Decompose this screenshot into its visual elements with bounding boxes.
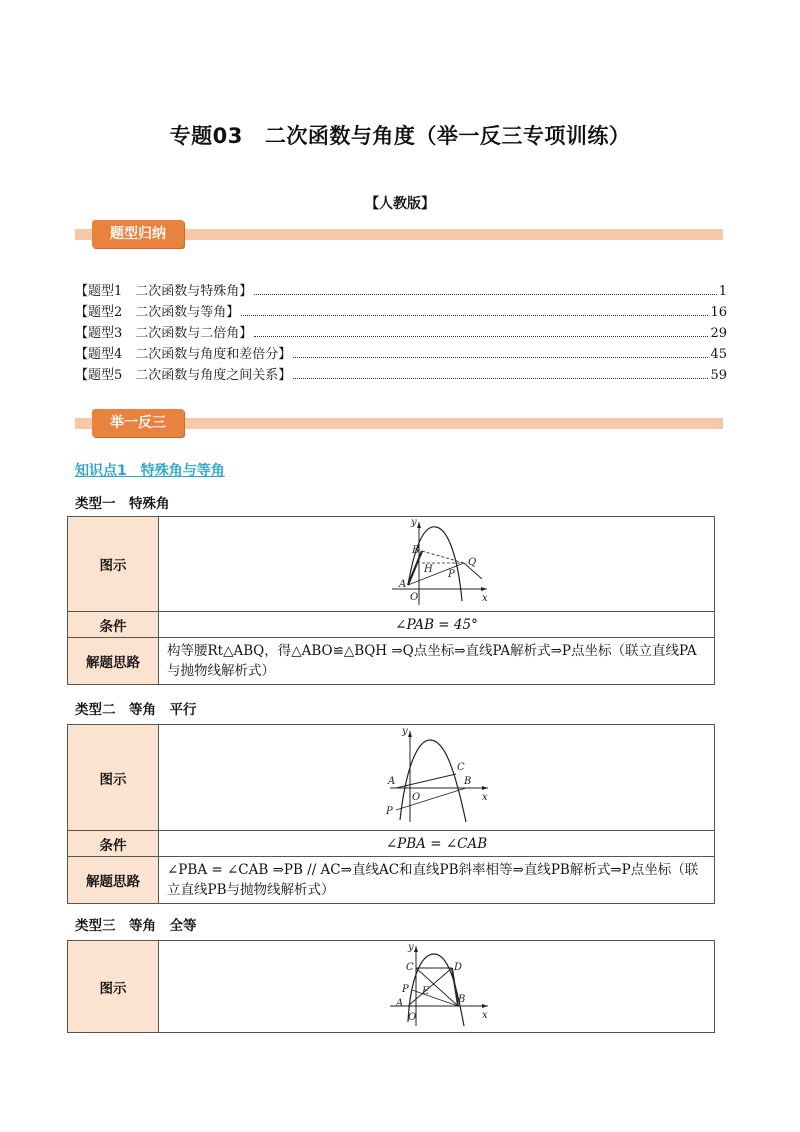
condition-value: ∠PBA = ∠CAB: [159, 831, 715, 857]
title-main: 二次函数与角度（举一反三专项训练）: [264, 124, 631, 148]
point-label-a: A: [398, 579, 406, 590]
figure-cell: [159, 725, 715, 831]
toc-label: 【题型5 二次函数与角度之间关系】: [75, 368, 292, 383]
axis-label-x: x: [481, 593, 488, 604]
section-tag-toc: 题型归纳: [92, 220, 184, 248]
point-label-h: H: [423, 564, 433, 575]
figure-label: 图示: [68, 517, 159, 612]
axis-label-y: y: [401, 725, 408, 737]
method-label: 解题思路: [68, 857, 159, 904]
point-label-b: B: [411, 545, 419, 556]
method-text: ∠PBA = ∠CAB ⇒PB // AC⇒直线AC和直线PB斜率相等⇒直线PB解析式⇒P点坐标（联立直线PB与抛物线解析式）: [159, 857, 715, 904]
point-label-o: O: [407, 1011, 416, 1023]
toc-label: 【题型2 二次函数与等角】: [75, 305, 240, 320]
point-label-o: O: [411, 791, 420, 803]
point-label-b: B: [457, 993, 465, 1005]
point-label-p: P: [385, 805, 393, 817]
point-label-c: C: [456, 761, 465, 773]
toc-leader: [293, 357, 708, 358]
axis-label-y: y: [410, 517, 417, 528]
axis-label-y: y: [407, 941, 414, 953]
toc-page: 16: [710, 305, 727, 320]
toc-label: 【题型4 二次函数与角度和差倍分】: [75, 347, 292, 362]
point-label-o: O: [409, 592, 418, 603]
toc-leader: [241, 315, 708, 316]
type-table-3: [67, 940, 715, 1033]
toc-page: 29: [710, 326, 727, 341]
point-label-d: D: [453, 961, 462, 973]
knowledge-point-heading[interactable]: 知识点1 特殊角与等角: [75, 463, 225, 479]
type-table-2: [67, 724, 715, 904]
diagram-parallel-angle: [382, 726, 492, 826]
page-title: [0, 120, 800, 150]
edition-label: 【人教版】: [365, 196, 435, 212]
toc-leader: [254, 336, 708, 337]
diagram-congruent-angle: [382, 942, 492, 1028]
axis-label-x: x: [481, 791, 488, 803]
toc-entry-4[interactable]: [75, 343, 727, 364]
toc-leader: [254, 294, 716, 295]
section-tag-main: 举一反三: [92, 409, 184, 437]
title-prefix: 专题03: [169, 124, 243, 148]
figure-cell: [159, 517, 715, 612]
method-text: 构等腰Rt△ABQ，得△ABO≌△BQH ⇒Q点坐标⇒直线PA解析式⇒P点坐标（联立直线PA与抛物线解析式）: [159, 638, 715, 685]
toc-page: 1: [718, 284, 727, 299]
figure-label: 图示: [68, 725, 159, 831]
toc-entry-3[interactable]: [75, 322, 727, 343]
toc-page: 59: [710, 368, 727, 383]
figure-label: 图示: [68, 941, 159, 1033]
point-label-c: C: [405, 961, 414, 973]
condition-value: ∠PAB = 45°: [159, 612, 715, 638]
type-heading-1: 类型一 特殊角: [75, 496, 170, 512]
toc-label: 【题型1 二次函数与特殊角】: [75, 284, 253, 299]
table-of-contents: [75, 280, 727, 385]
point-label-b: B: [463, 775, 471, 787]
point-label-p: P: [447, 569, 455, 580]
condition-label: 条件: [68, 831, 159, 857]
type-table-1: [67, 516, 715, 685]
figure-cell: [159, 941, 715, 1033]
toc-page: 45: [710, 347, 727, 362]
toc-entry-5[interactable]: [75, 364, 727, 385]
toc-entry-1[interactable]: [75, 280, 727, 301]
toc-label: 【题型3 二次函数与二倍角】: [75, 326, 253, 341]
point-label-e: E: [421, 985, 429, 997]
point-label-a: A: [395, 997, 403, 1009]
condition-label: 条件: [68, 612, 159, 638]
type-heading-2: 类型二 等角 平行: [75, 702, 197, 718]
type-heading-3: 类型三 等角 全等: [75, 918, 197, 934]
point-label-q: Q: [467, 557, 476, 568]
axis-label-x: x: [481, 1009, 488, 1021]
toc-leader: [293, 378, 708, 379]
toc-entry-2[interactable]: [75, 301, 727, 322]
point-label-p: P: [401, 983, 409, 995]
diagram-special-angle: [382, 517, 492, 607]
method-label: 解题思路: [68, 638, 159, 685]
point-label-a: A: [387, 775, 395, 787]
